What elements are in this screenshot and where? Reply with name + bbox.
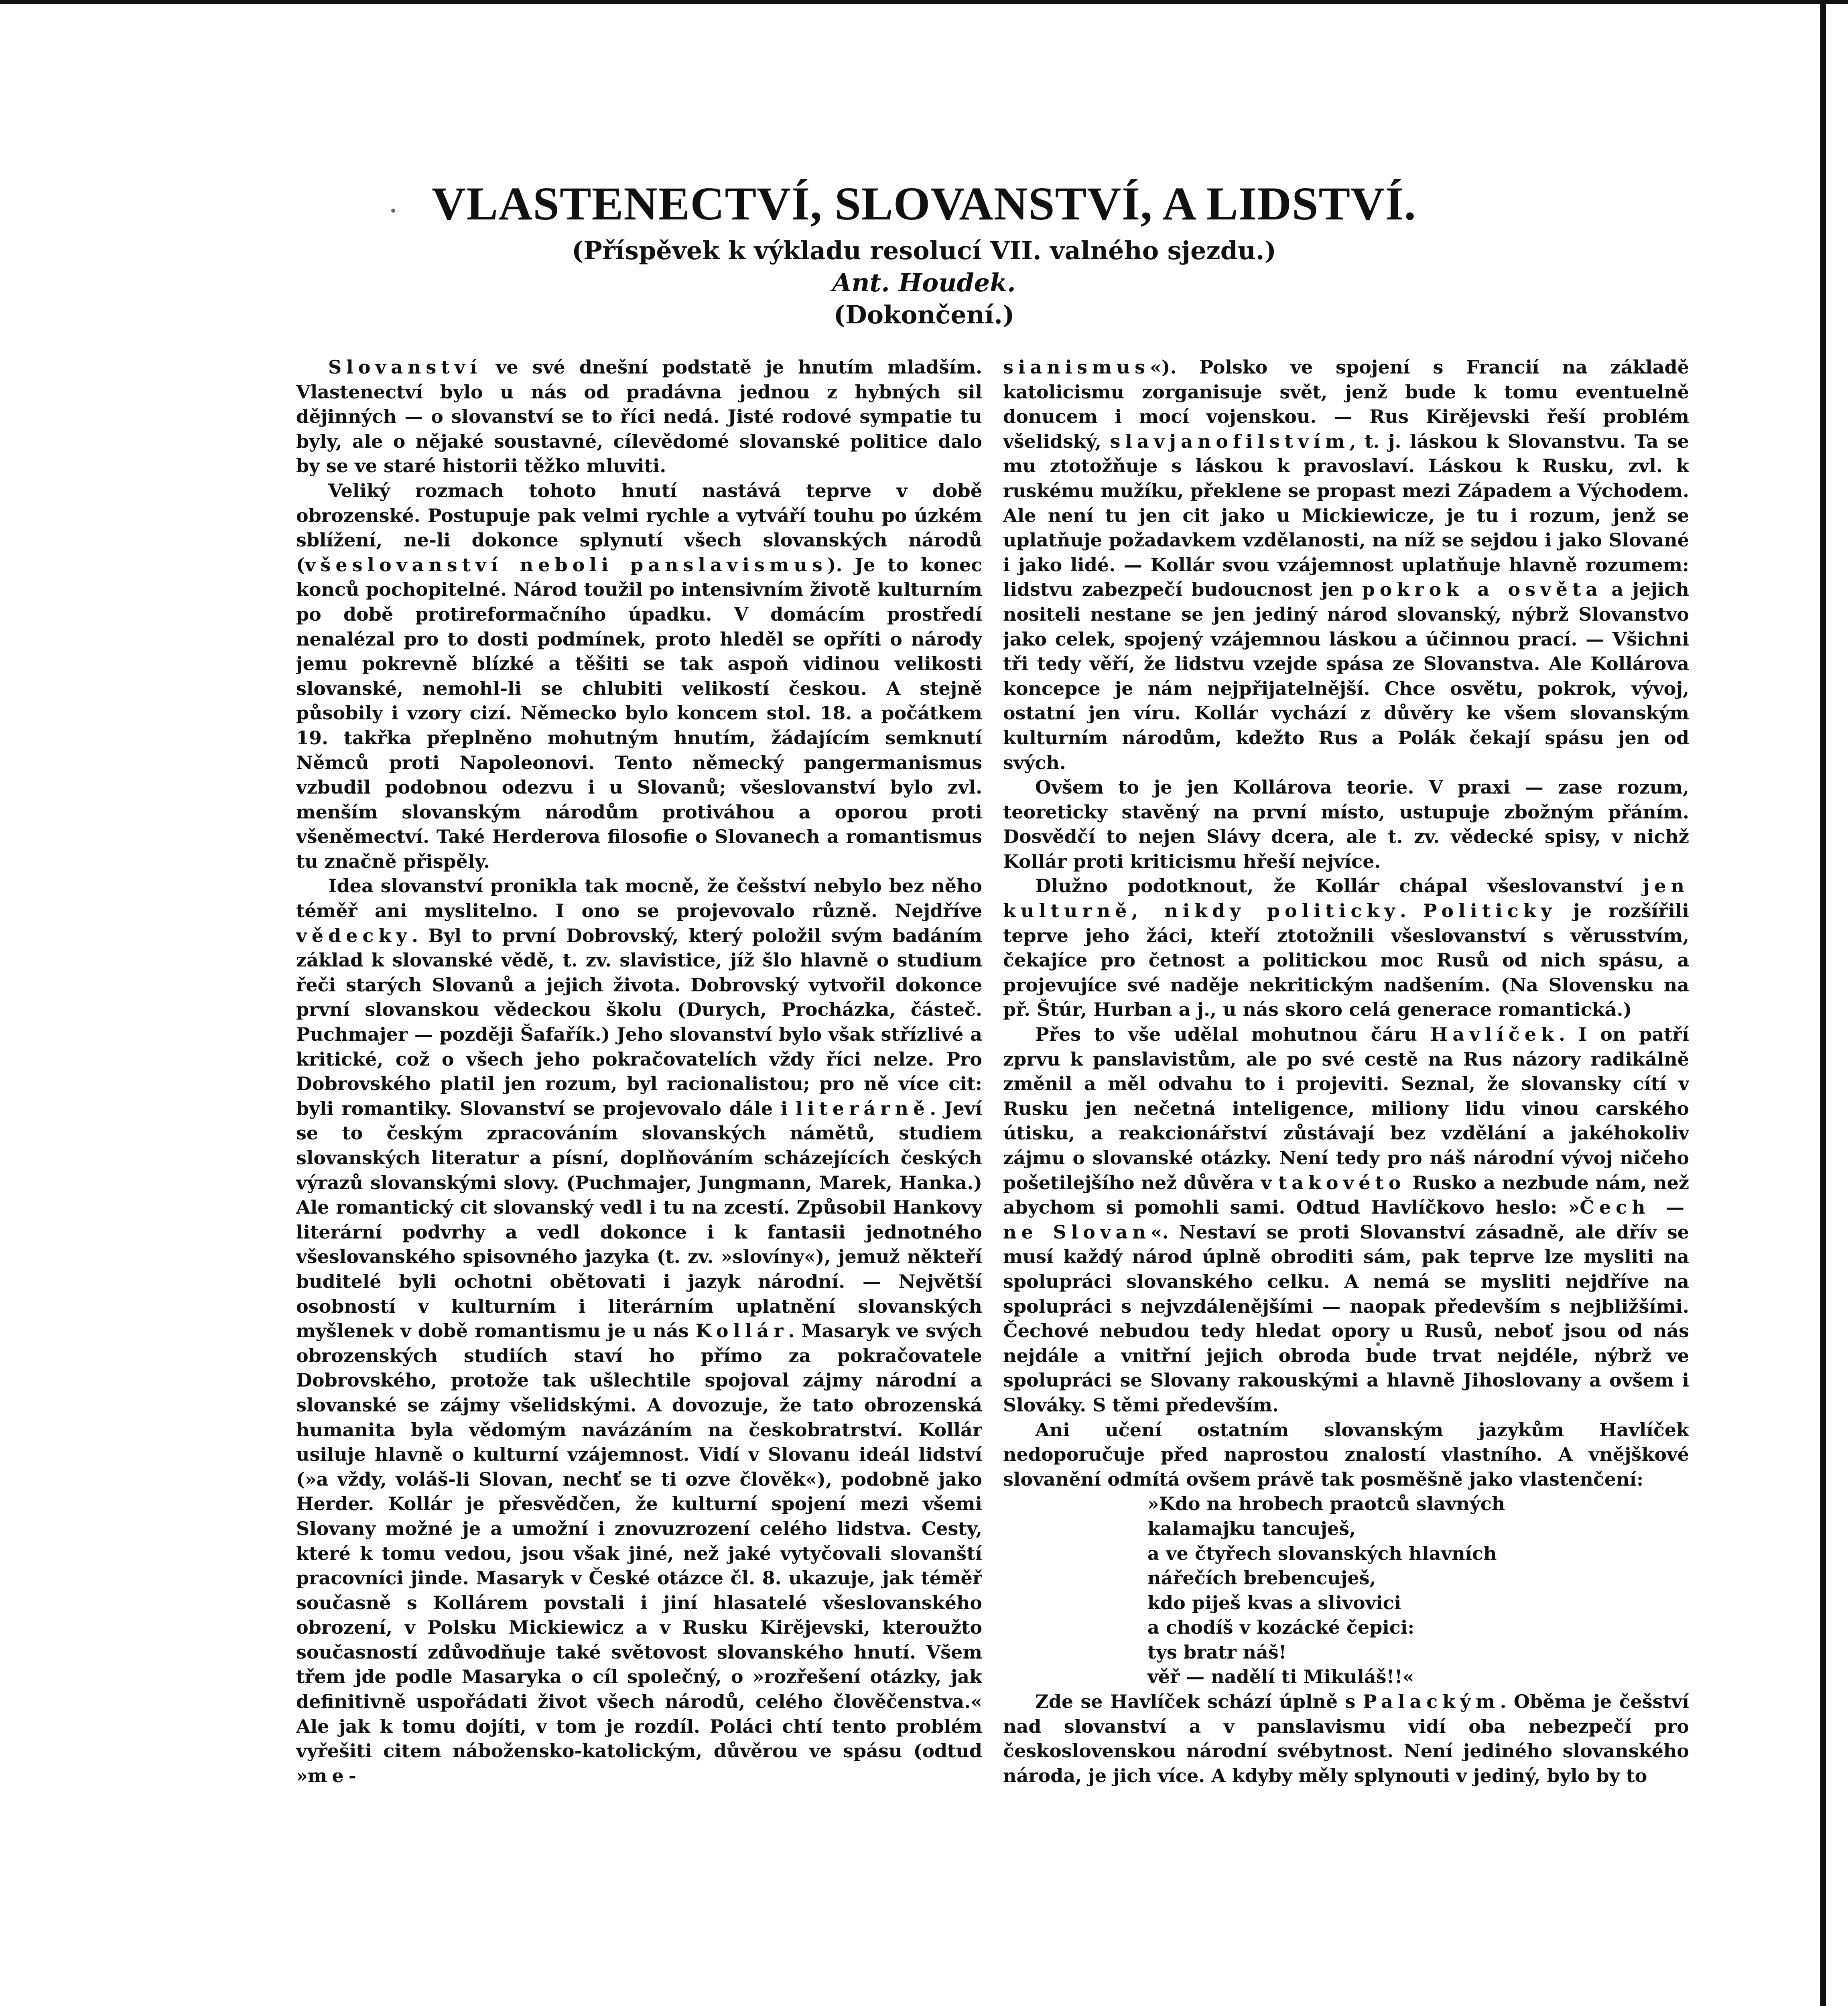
text-run: Zde se Havlíček schází úplně s [1035,1691,1363,1713]
paragraph [1003,355,1689,775]
text-run: . Jeví se to českým zpracováním slovanských námětů, studiem slovanských literatur a písní, doplňováním scházejících českých výrazů slovanskými slovy. (Puchmajer, Jungmann, Marek, Hanka.) Ale romantický cit slovanský vedl i tu na zcestí. Způsobil Hankovy literární podvrhy a vedl dokonce i k fantasii jednotného všeslovanského spisovného jazyka (t. zv. »slovíny«), jemuž někteří buditelé byli ochotni obětovati i jazyk národní. — Největší osobností v kulturním i literárním uplatnění slovanských myšlenek v době romantismu je u nás [296,1097,982,1342]
right-column [1003,355,1689,2006]
text-run: Ovšem to je jen Kollárova teorie. V praxi — zase rozum, teoreticky stavěný na první místo, ustupuje zbožným přáním. Dosvědčí to nejen Slávy dcera, ale t. zv. vědecké spisy, v nichž Kollár proti kriticismu hřeší nejvíce. [1003,776,1689,872]
emphasis: literárně [795,1097,930,1119]
article-author: Ant. Houdek. [832,268,1016,297]
poem-line: tys bratr náš! [1147,1641,1287,1663]
text-run: . Oběma je češství nad slovanství a v panslavismu vidí oba nebezpečí pro československou národní svébytnost. Není jediného slovanského národa, je jich více. A kdyby měly splynouti v jediný, bylo by to [1003,1691,1689,1787]
poem-line: a ve čtyřech slovanských hlavních [1147,1542,1497,1564]
paragraph [1003,1689,1689,1788]
emphasis: všeslovanství neboli panslavismus [305,554,827,576]
emphasis: Kollár [695,1320,788,1342]
text-run: Rusko a nezbude nám, než abychom si pomohli sami. Odtud Havlíčkovo heslo: » [1003,1172,1689,1218]
text-run: . Masaryk ve svých obrozenských studiích staví ho přímo za pokračovatele Dobrovského, protože tak ušlechtile spojoval zájmy národní a slovanské se zájmy všelidskými. A dovozuje, že tato obrozenská humanita byla vědomým navázáním na českobratrství. Kollár usiluje hlavně o kulturní vzájemnost. Vidí v Slovanu ideál lidství (»a vždy, voláš-li Slovan, nechť se ti ozve člověk«), podobně jako Herder. Kollár je přesvědčen, že kulturní spojení mezi všemi Slovany možné je a umožní i znovuzrození celého lidstva. Cesty, které k tomu vedou, jsou však jiné, než jaké vytyčovali slovanští pracovníci jinde. Masaryk v České otázce čl. 8. ukazuje, jak téměř současně s Kollárem povstali i jiní hlasatelé všeslovanského obrození, v Polsku Mickiewicz a v Rusku Kirějevski, kteroužto současností zdůvodňuje také světovost slovanského hnutí. Všem třem jde podle Masaryka o cíl společný, o »rozřešení otázky, jak definitivně uspořádati život všech národů, celého člověčenstva.« Ale jak k tomu dojíti, v tom je rozdíl. Poláci chtí tento problém vyřešiti citem nábožensko-katolickým, důvěrou ve spásu (odtud » [296,1320,982,1787]
page-top-border [0,0,1848,4]
emphasis: Palackým [1363,1691,1500,1713]
poem-line: kalamajku tancuješ, [1147,1517,1356,1539]
emphasis: vědecky [296,924,412,946]
poem-line: věř — nadělí ti Mikuláš!!« [1147,1666,1414,1688]
text-run: Idea slovanství pronikla tak mocně, že češství nebylo bez něho téměř ani myslitelno. I ono se projevovalo různě. Nejdříve [296,875,982,922]
text-run: «). Polsko ve spojení s Francií na základě katolicismu zorganisuje svět, jenž bude k tomu eventuelně donucem i mocí vojenskou. — Rus Kirějevski řeší problém všelidský, [1003,356,1689,452]
emphasis: Čech — ne Slovan [1003,1196,1689,1243]
text-run: «. Nestaví se proti Slovanství zásadně, ale dřív se musí každý národ úplně obroditi sám, pak teprve lze mysliti na spolupráci slovanského celku. A nemá se mysliti nejdříve na spolupráci s nejvzdálenějšími — naopak především s nejbližšími. Čechové nebudou tedy hledat opory u Rusů, neboť jsou od nás nejdále a vnitřní jejich obroda bude trvat nejdéle, nýbrž ve spolupráci se Slovany rakouskými a hlavně Jihoslovany a ovšem i Slováky. S těmi především. [1003,1221,1689,1416]
paragraph [296,479,982,874]
emphasis: sianismus [1003,356,1150,378]
emphasis: pokrok a osvěta [1362,579,1603,601]
text-run: a jejich nositeli nestane se jen jediný národ slovanský, nýbrž Slovanstvo jako celek, spojený vzájemnou láskou a účinnou prací. — Všichni tři tedy věří, že lidstvu vzejde spása ze Slovanstva. Ale Kollárova koncepce je nám nejpřijatelnější. Chce osvětu, pokrok, vývoj, ostatní jen víru. Kollár vychází z důvěry ke všem slovanským kulturním národům, kdežto Rus a Polák čekají spásu jen od svých. [1003,579,1689,774]
emphasis: slavjanofilstvím [1110,430,1350,452]
article-title: VLASTENECTVÍ, SLOVANSTVÍ, A LIDSTVÍ. [432,177,1416,230]
text-run: ). Je to konec konců pochopitelné. Národ toužil po intensivním životě kulturním po době protireformačního úpadku. V domácím prostředí nenalézal pro to dosti podmínek, proto hleděl se opříti o národy jemu pokrevně blízké a těšiti se tak aspoň vidinou velikosti slovanské, nemohl-li se chlubiti velikostí českou. A stejně působily i vzory cizí. Německo bylo koncem stol. 18. a počátkem 19. takřka přeplněno mohutným hnutím, žádajícím semknutí Němců proti Napoleonovi. Tento německý pangermanismus vzbudil podobnou odezvu i u Slovanů; všeslovanství bylo zvl. menším slovanským národům protiváhou a oporou proti všeněmectví. Také Herderova filosofie o Slovanech a romantismus tu značně přispěly. [296,554,982,872]
paragraph [296,874,982,1788]
text-run: je rozšířili teprve jeho žáci, kteří ztotožnili všeslovanství s věrusstvím, čekajíce pro četnost a politickou moc Rusů od nich spásu, a projevujíce své naděje nekritickým nadšením. (Na Slovensku na př. Štúr, Hurban a j., u nás skoro celá generace romantická.) [1003,900,1689,1021]
text-run: . Byl to první Dobrovský, který položil svým badáním základ k slovanské vědě, t. zv. slavistice, jíž šlo hlavně o studium řeči starých Slovanů a jejich života. Dobrovský vytvořil dokonce první slovanskou vědeckou školu (Durych, Procházka, částeč. Puchmajer — později Šafařík.) Jeho slovanství bylo však střízlivé a kritické, což o všech jeho pokračovatelích vždy říci nelze. Pro Dobrovského platil jen rozum, byl racionalistou; pro ně více cit: byli romantiky. Slovanství se projevovalo dále i [296,924,982,1119]
poem-line: »Kdo na hrobech praotců slavných [1147,1493,1505,1515]
poem-line: a chodíš v kozácké čepici: [1147,1616,1415,1639]
text-run: , t. j. láskou k Slovanstvu. Ta se mu ztotožňuje s láskou k pravoslaví. Láskou k Rusku, zvl. k ruskému mužíku, překlene se propast mezi Západem a Východem. Ale není tu jen cit jako u Mickiewicze, je tu i rozum, jenž se uplatňuje požadavkem vzdělanosti, na níž se sejdou i jako Slované i jako lidé. — Kollár svou vzájemnost uplatňuje hlavně rozumem: lidstvu zabezpečí budoucnost jen [1003,430,1689,601]
text-run: ve své dnešní podstatě je hnutím mladším. Vlastenectví bylo u nás od pradávna jednou z hybných sil dějinných — o slovanství se to říci nedá. Jisté rodové sympatie tu byly, ale o nějaké soustavné, cílevědomé slovanské politice dalo by se ve staré historii těžko mluviti. [296,356,982,477]
poem-line: kdo piješ kvas a slivovici [1147,1592,1401,1614]
poem-line: nářečích brebencuješ, [1147,1567,1376,1589]
text-run: . I on patří zprvu k panslavistům, ale po své cestě na Rus názory radikálně změnil a měl odvahu to i projeviti. Seznal, že slovansky cítí v Rusku jen nečetná inteligence, miliony lidu vinou carského útisku, a reakcionářství zůstávají bez vzdělání a jakéhokoliv zájmu o slovanské otázky. Není tedy pro náš národní vývoj ničeho pošetilejšího než důvěra v [1003,1023,1689,1194]
conclusion-note: (Dokončení.) [833,300,1015,329]
emphasis: jen kulturně, nikdy politicky [1003,875,1689,922]
emphasis: Havlíček [1430,1023,1559,1046]
article-subtitle: (Příspěvek k výkladu resolucí VII. valného sjezdu.) [572,236,1276,265]
text-run: . [1400,900,1423,922]
emphasis: Politicky [1423,900,1557,922]
text-run: Dlužno podotknout, že Kollár chápal všeslovanství [1035,875,1643,897]
paragraph [1003,874,1689,1022]
poem [1147,1492,1689,1689]
text-run: Veliký rozmach tohoto hnutí nastává teprve v době obrozenské. Postupuje pak velmi rychle a vytváří touhu po úzkém sblížení, ne-li dokonce splynutí všech slovanských národů ( [296,479,982,576]
left-column [296,355,982,2006]
paragraph [1003,775,1689,874]
text-run: Ani učení ostatním slovanským jazykům Havlíček nedoporučuje před naprostou znalostí vlastního. A vnějškové slovanění odmítá ovšem právě tak posměšně jako vlastenčení: [1003,1419,1689,1490]
paragraph [1003,1418,1689,1492]
paragraph [296,355,982,479]
emphasis: Slovanství [328,356,482,378]
paragraph [1003,1022,1689,1418]
emphasis: me- [307,1764,361,1787]
emphasis: takovéto [1278,1172,1406,1194]
text-run: Přes to vše udělal mohutnou čáru [1035,1023,1430,1046]
